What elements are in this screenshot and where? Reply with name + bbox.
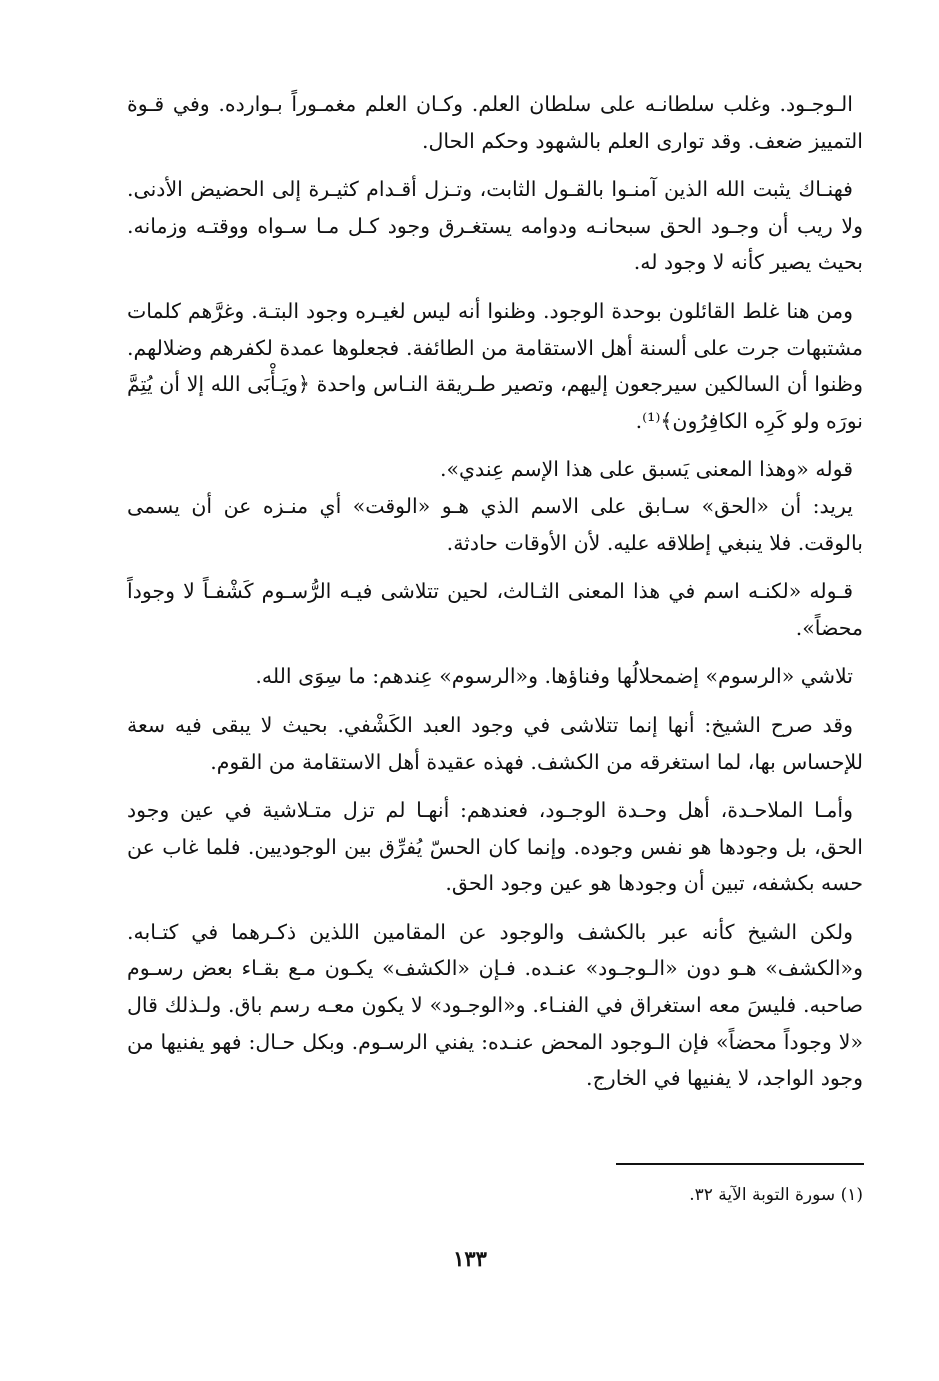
footnote: (١) سورة التوبة الآية ٣٢. — [689, 1185, 863, 1205]
main-text — [127, 86, 863, 1109]
paragraph: قـوله «لكنـه اسم في هذا المعنى الثـالث، لحين تتلاشى فيـه الرُّسـوم كَشْفـاً لا وجوداً محضاً». — [127, 579, 863, 640]
paragraph: ولكن الشيخ كأنه عبر بالكشف والوجود عن المقامين اللذين ذكـرهما في كتـابه. و«الكشف» هـو دون «الـوجـود» عنـده. فـإن «الكشف» يكـون مـع بقـاء بعض رسـوم صاحبه. فليسَ معه استغراق في الفنـاء. و«الوجـود» لا يكون معـه رسم باق. ولـذلك قال «لا وجوداً محضاً» فإن الـوجود المحض عنـده: يفني الرسـوم. وبكل حـال: فهو يفنيها من وجود الواجد، لا يفنيها في الخارج. — [127, 919, 863, 1091]
paragraph: الـوجـود. وغلب سلطانـه على سلطان العلم. وكـان العلم مغمـوراً بـوارده. وفي قـوة التمييز ضعف. وقد توارى العلم بالشهود وحكم الحال. — [127, 92, 863, 153]
page-number: ١٣٣ — [453, 1246, 487, 1271]
paragraph: تلاشي «الرسوم» إضمحلالُها وفناؤها. و«الرسوم» عِندهم: ما سِوَى الله. — [255, 664, 853, 689]
footnote-divider — [616, 1163, 864, 1165]
paragraph: ومن هنا غلط القائلون بوحدة الوجود. وظنوا أنه ليس لغيـره وجود البتـة. وغرَّهم كلمات مشتبهات جرت على ألسنة أهل الاستقامة من الطائفة. فجعلوها عمدة لكفرهم وضلالهم. وظنوا أن السالكين سيرجعون إليهم، وتصير طـريقة النـاس واحدة ﴿ويَـأْبَى الله إلا أن يُتِمَّ نورَه ولو كَرِه الكافِرُون﴾⁽¹⁾. — [127, 298, 863, 433]
paragraph: وأمـا الملاحـدة، أهل وحـدة الوجـود، فعندهم: أنهـا لم تزل متـلاشية في عين وجود الحق، بل وجودها هو نفس وجوده. وإنما كان الحسّ يُفرِّق بين الوجوديين. فلما غاب عن حسه بكشفه، تبين أن وجودها هو عين وجود الحق. — [127, 798, 863, 896]
paragraph: فهنـاك يثبت الله الذين آمنـوا بالقـول الثابت، وتـزل أقـدام كثيـرة إلى الحضيض الأدنى. ولا ريب أن وجـود الحق سبحانـه ودوامه يستغـرق وجود كـل مـا سـواه ووقتـه وزمانه. بحيث يصير كأنه لا وجود له. — [127, 177, 863, 275]
paragraph: قوله «وهذا المعنى يَسبق على هذا الإسم عِندي». — [439, 457, 853, 482]
paragraph: يريد: أن «الحق» سـابق على الاسم الذي هـو «الوقت» أي منـزه عن أن يسمى بالوقت. فلا ينبغي إطلاقه عليه. لأن الأوقات حادثة. — [127, 493, 863, 555]
paragraph: وقد صرح الشيخ: أنها إنما تتلاشى في وجود العبد الكَشْفي. بحيث لا يبقى فيه سعة للإحساس بها، لما استغرقه من الكشف. فهذه عقيدة أهل الاستقامة من القوم. — [127, 712, 863, 774]
